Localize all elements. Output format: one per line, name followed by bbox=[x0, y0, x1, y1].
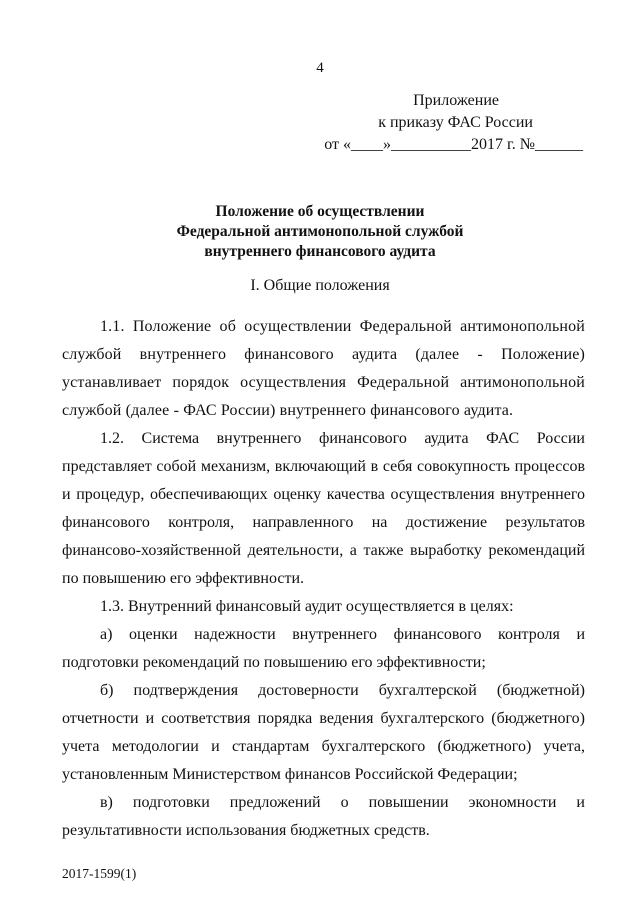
document-title bbox=[0, 202, 640, 262]
footer-document-code: 2017-1599(1) bbox=[62, 866, 137, 881]
paragraph-item-a: а) оценки надежности внутреннего финансового контроля и подготовки рекомендаций по повышению его эффективности; bbox=[62, 626, 585, 671]
appendix-block bbox=[0, 90, 583, 156]
section-heading: I. Общие положения bbox=[250, 277, 390, 294]
paragraph-item-v: в) подготовки предложений о повышении экономности и результативности использования бюджетных средств. bbox=[62, 794, 585, 839]
document-title-line-3: внутреннего финансового аудита bbox=[204, 243, 436, 260]
appendix-label: Приложение bbox=[413, 92, 499, 109]
paragraph-1-2: 1.2. Система внутреннего финансового аудита ФАС России представляет собой механизм, включающий в себя совокупность процессов и процедур, обеспечивающих оценку качества осуществления внутреннего финансового контроля, направленного на достижение результатов финансово-хозяйственной деятельности, а также выработку рекомендаций по повышению его эффективности. bbox=[62, 430, 585, 587]
document-title-line-1: Положение об осуществлении bbox=[215, 203, 425, 220]
paragraph-item-b: б) подтверждения достоверности бухгалтерской (бюджетной) отчетности и соответствия порядка ведения бухгалтерского (бюджетного) учета методологии и стандартам бухгалтерского (бюджетного) учета, установленным Министерством финансов Российской Федерации; bbox=[62, 682, 585, 783]
appendix-order-date-number: от «____»__________2017 г. №______ bbox=[324, 136, 583, 153]
paragraph-1-3: 1.3. Внутренний финансовый аудит осуществляется в целях: bbox=[100, 598, 514, 615]
document-title-line-2: Федеральной антимонопольной службой bbox=[176, 223, 464, 240]
appendix-order-reference: к приказу ФАС России bbox=[378, 114, 533, 131]
document-body bbox=[62, 313, 585, 845]
paragraph-1-1: 1.1. Положение об осуществлении Федеральной антимонопольной службой внутреннего финансового аудита (далее - Положение) устанавливает порядок осуществления Федеральной антимонопольной службой (далее - ФАС России) внутреннего финансового аудита. bbox=[62, 318, 585, 419]
page-number: 4 bbox=[316, 60, 324, 76]
